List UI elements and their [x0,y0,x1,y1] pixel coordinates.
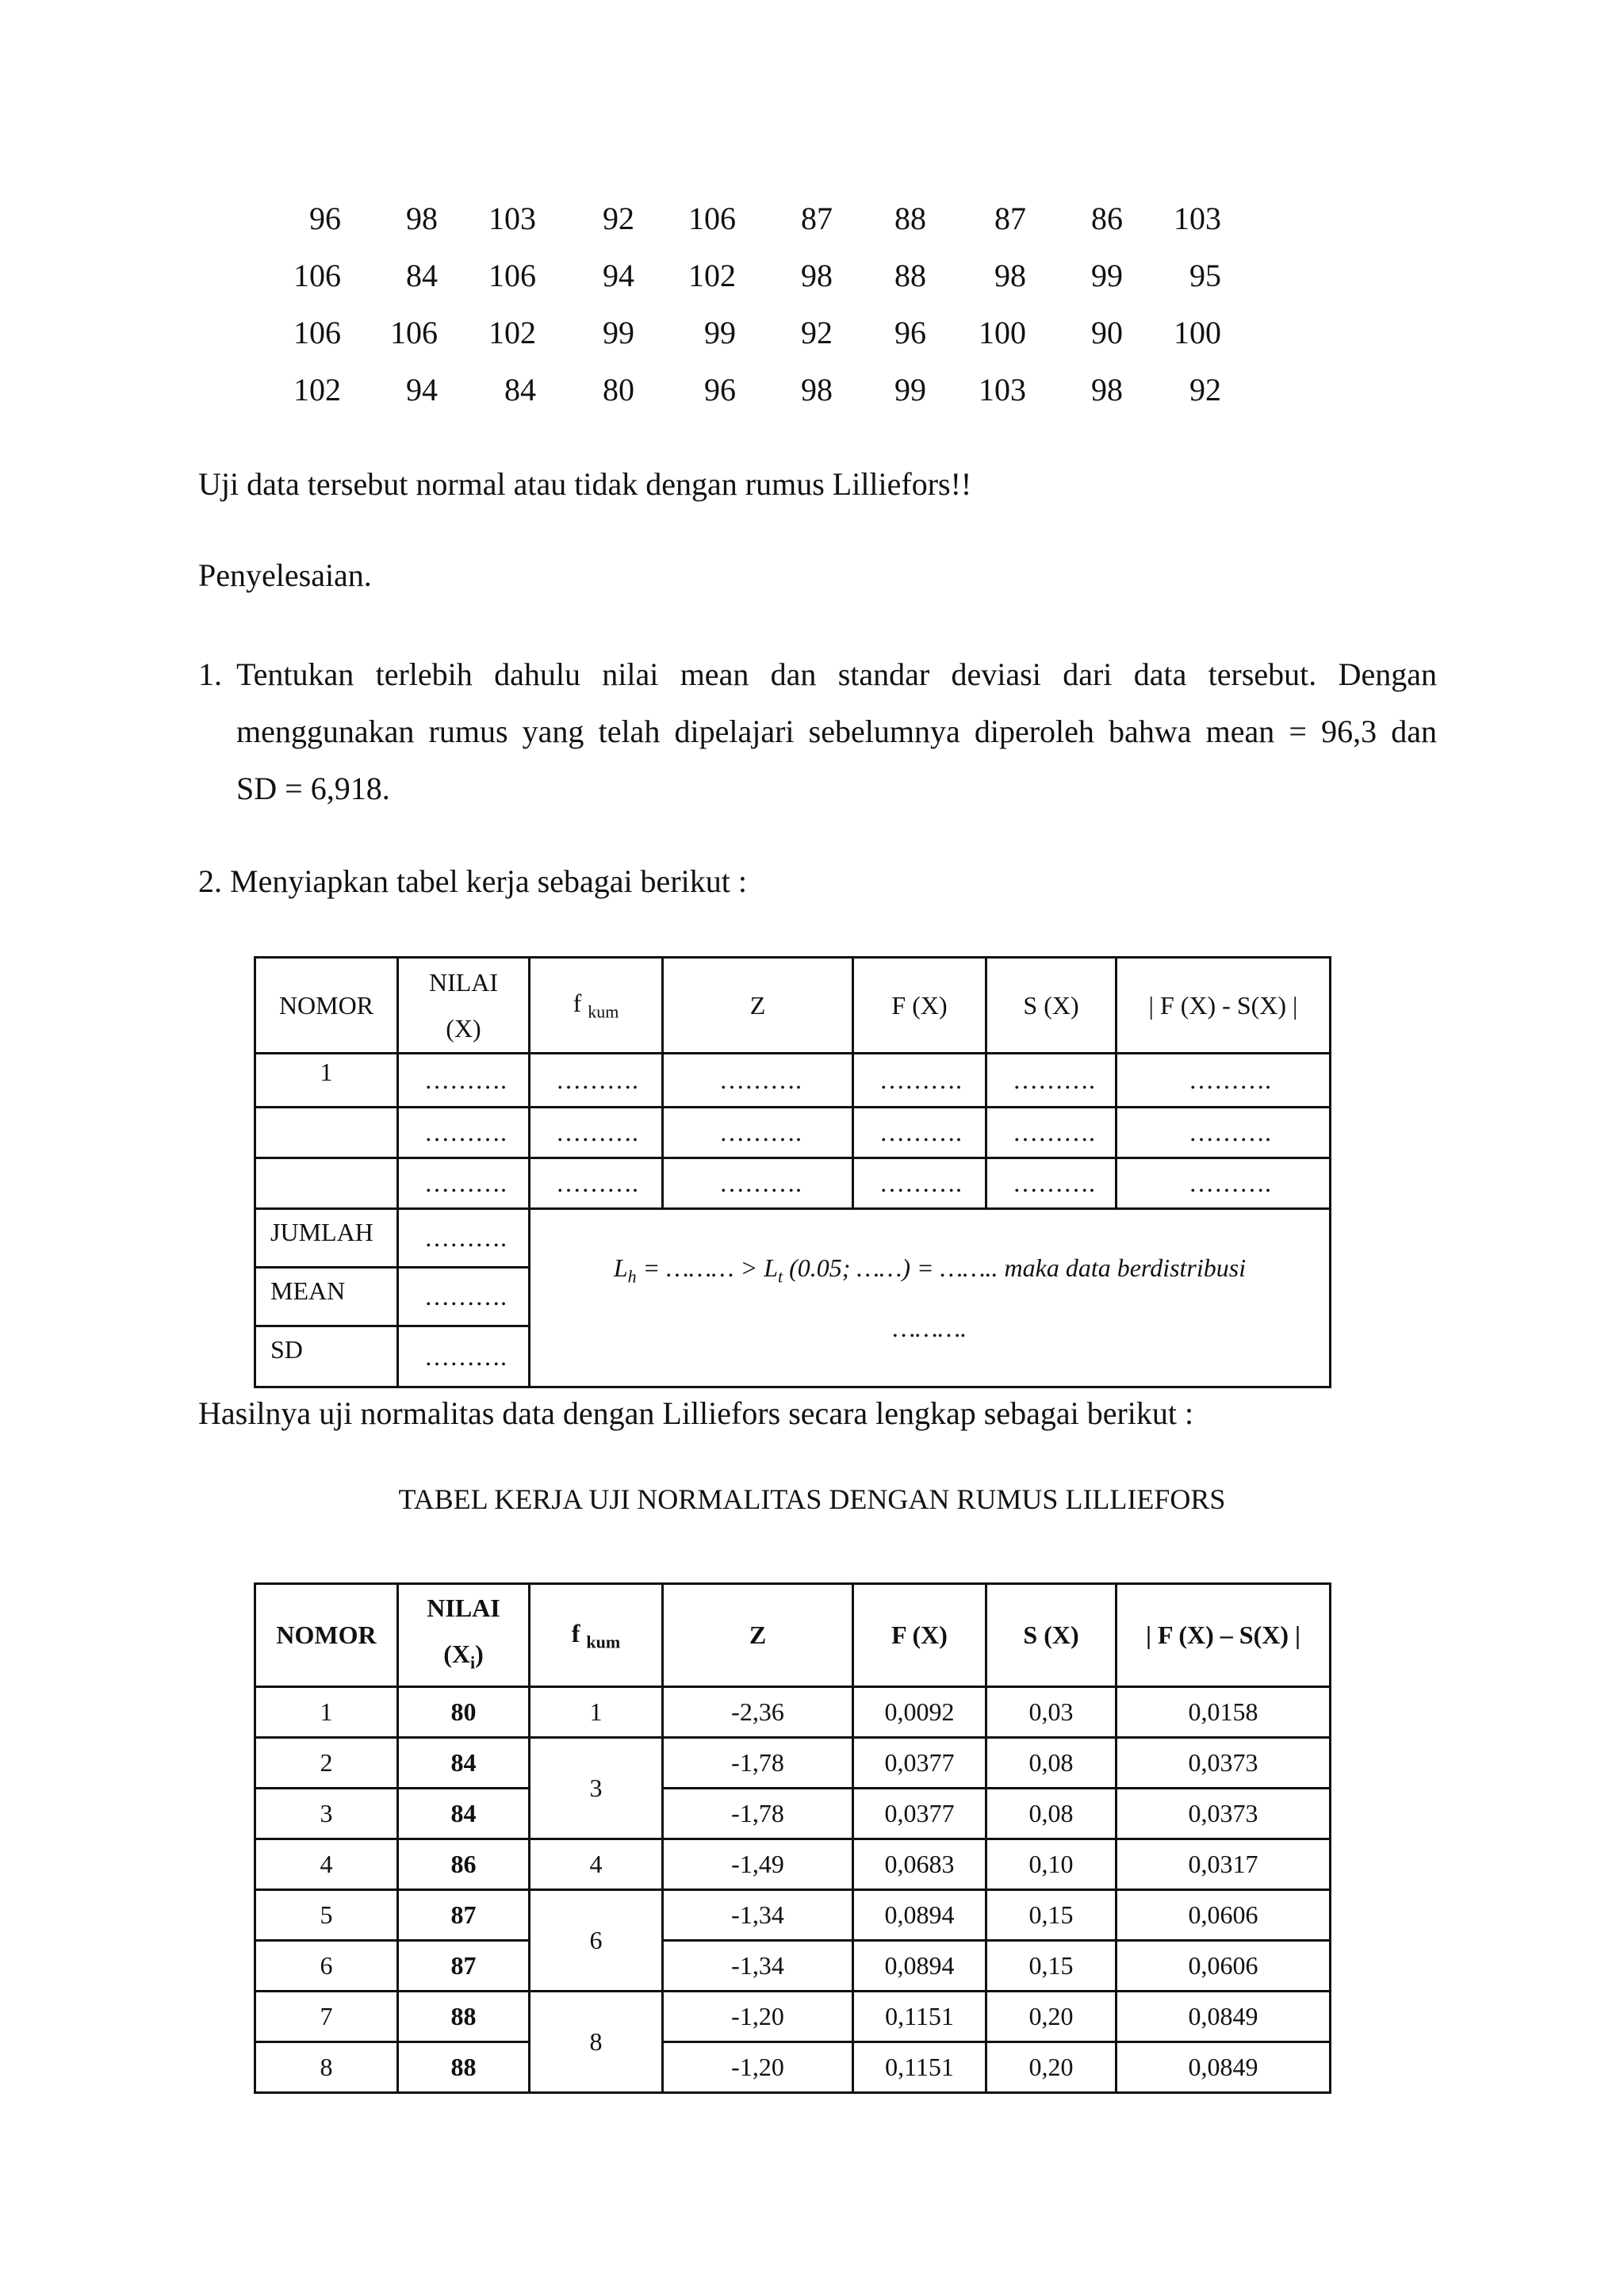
data-value: 102 [488,315,536,350]
cell-diff: 0,0849 [1116,1992,1331,2042]
header-z: Z [663,958,853,1054]
template-cell: ………. [1116,1108,1331,1158]
cell-sx: 0,08 [986,1738,1116,1789]
table-row [255,1687,1331,1738]
data-value: 96 [894,315,926,350]
data-value: 99 [894,372,926,408]
cell-z: -1,78 [663,1789,853,1839]
result-header-fkum-sub: kum [586,1631,621,1651]
template-cell: ………. [986,1158,1116,1209]
cell-nomor: 3 [255,1789,398,1839]
result-header-nomor: NOMOR [255,1584,398,1687]
template-cell: ………. [663,1108,853,1158]
table-row [255,1789,1331,1839]
cell-diff: 0,0158 [1116,1687,1331,1738]
result-header-nilai-top: NILAI [427,1594,500,1622]
nilai-sub: i [469,1652,476,1673]
note-line-2: ………. [892,1313,967,1342]
sd-value: ………. [398,1326,530,1387]
mean-value: ………. [398,1268,530,1326]
cell-fx: 0,0683 [853,1839,986,1890]
data-value: 94 [603,258,634,293]
template-row-number: 1 [255,1054,398,1108]
result-header-fkum [530,1584,663,1687]
header-sx: S (X) [986,958,1116,1054]
step-1-line-2: menggunakan rumus yang telah dipelajari sebelumnya diperoleh bahwa mean = 96,3 dan [236,714,1437,749]
template-cell: ………. [663,1054,853,1108]
data-value: 94 [406,372,438,408]
cell-z: -2,36 [663,1687,853,1738]
data-value: 106 [390,315,438,350]
result-header-sx: S (X) [986,1584,1116,1687]
cell-fkum: 4 [530,1839,663,1890]
result-header-fkum-main: f [571,1618,580,1647]
template-cell: ………. [853,1108,986,1158]
template-row [255,1158,1331,1209]
template-cell: ………. [986,1108,1116,1158]
cell-nomor: 2 [255,1738,398,1789]
header-fx: F (X) [853,958,986,1054]
data-value: 100 [979,315,1026,350]
cell-fx: 0,1151 [853,1992,986,2042]
table-row [255,2042,1331,2093]
result-table [254,1582,1331,2094]
lilliefors-conclusion-note [530,1209,1331,1387]
step-1-line-1: Tentukan terlebih dahulu nilai mean dan standar deviasi dari data tersebut. Dengan [236,656,1437,692]
template-cell: ………. [530,1158,663,1209]
data-row [0,247,1624,304]
step-1-line-3: SD = 6,918. [236,771,390,806]
cell-nomor: 8 [255,2042,398,2093]
cell-nomor: 7 [255,1992,398,2042]
cell-diff: 0,0373 [1116,1789,1331,1839]
cell-z: -1,78 [663,1738,853,1789]
result-table-body [255,1687,1331,2093]
result-header-z: Z [663,1584,853,1687]
cell-sx: 0,08 [986,1789,1116,1839]
cell-z: -1,34 [663,1890,853,1941]
template-cell: ………. [398,1054,530,1108]
cell-nilai: 87 [398,1890,530,1941]
data-value: 92 [1189,372,1221,408]
data-value: 96 [309,201,341,236]
cell-nilai: 84 [398,1738,530,1789]
data-row [0,362,1624,419]
cell-fkum: 6 [530,1890,663,1992]
data-row [0,304,1624,362]
header-nilai-bottom: (X) [446,1014,481,1043]
header-fkum-sub: kum [588,1001,619,1022]
cell-sx: 0,15 [986,1890,1116,1941]
header-nilai-top: NILAI [428,968,499,997]
data-value: 87 [801,201,833,236]
data-value: 103 [1174,201,1221,236]
nilai-close: ) [475,1640,484,1668]
template-row-number-empty [255,1108,398,1158]
data-value: 106 [488,258,536,293]
cell-fkum: 3 [530,1738,663,1839]
table-row [255,1992,1331,2042]
note-lh-sub: h [627,1266,637,1287]
header-fkum [530,958,663,1054]
table-row [255,1941,1331,1992]
template-cell: ………. [853,1054,986,1108]
cell-fx: 0,0894 [853,1890,986,1941]
data-value: 98 [1091,372,1123,408]
table-row [255,1738,1331,1789]
template-table-header-row [255,958,1331,1054]
cell-nilai: 80 [398,1687,530,1738]
data-value: 96 [704,372,736,408]
cell-z: -1,20 [663,1992,853,2042]
template-cell: ………. [1116,1158,1331,1209]
result-header-nilai [398,1584,530,1687]
cell-nomor: 6 [255,1941,398,1992]
template-cell: ………. [530,1054,663,1108]
data-value: 100 [1174,315,1221,350]
step-1-number: 1. [198,656,222,692]
data-value: 103 [488,201,536,236]
jumlah-value: ………. [398,1209,530,1268]
cell-fkum: 1 [530,1687,663,1738]
cell-nilai: 84 [398,1789,530,1839]
data-value: 95 [1189,258,1221,293]
cell-sx: 0,20 [986,2042,1116,2093]
result-header-nilai-bottom [399,1631,528,1686]
data-value: 106 [293,258,341,293]
data-value: 87 [994,201,1026,236]
cell-nilai: 87 [398,1941,530,1992]
question-text: Uji data tersebut normal atau tidak dengan rumus Lilliefors!! [198,466,972,502]
cell-sx: 0,20 [986,1992,1116,2042]
cell-nomor: 5 [255,1890,398,1941]
nilai-open: (X [443,1640,470,1668]
data-value: 103 [979,372,1026,408]
cell-diff: 0,0606 [1116,1941,1331,1992]
note-lt-sub: t [778,1266,783,1287]
result-table-header-row [255,1584,1331,1687]
cell-nomor: 1 [255,1687,398,1738]
template-row-number-empty [255,1158,398,1209]
cell-fkum: 8 [530,1992,663,2093]
result-intro: Hasilnya uji normalitas data dengan Lilliefors secara lengkap sebagai berikut : [198,1395,1194,1431]
data-row [0,190,1624,247]
data-value: 102 [688,258,736,293]
result-table-title: TABEL KERJA UJI NORMALITAS DENGAN RUMUS LILLIEFORS [398,1483,1226,1515]
cell-fx: 0,0092 [853,1687,986,1738]
cell-z: -1,49 [663,1839,853,1890]
data-value: 106 [688,201,736,236]
data-value: 98 [801,372,833,408]
data-value: 98 [801,258,833,293]
cell-fx: 0,0894 [853,1941,986,1992]
data-value: 92 [801,315,833,350]
label-sd: SD [255,1326,398,1387]
cell-fx: 0,0377 [853,1738,986,1789]
solution-label: Penyelesaian. [198,557,372,593]
cell-nilai: 88 [398,1992,530,2042]
result-header-fx: F (X) [853,1584,986,1687]
header-nilai [398,958,530,1054]
data-value: 98 [406,201,438,236]
data-value: 106 [293,315,341,350]
cell-sx: 0,10 [986,1839,1116,1890]
data-value: 102 [293,372,341,408]
template-cell: ………. [853,1158,986,1209]
template-cell: ………. [530,1108,663,1158]
cell-z: -1,20 [663,2042,853,2093]
cell-nomor: 4 [255,1839,398,1890]
cell-diff: 0,0317 [1116,1839,1331,1890]
template-cell: ………. [663,1158,853,1209]
data-value: 88 [894,201,926,236]
result-header-diff: | F (X) – S(X) | [1116,1584,1331,1687]
template-row [255,1108,1331,1158]
data-value: 84 [504,372,536,408]
table-row [255,1839,1331,1890]
label-jumlah: JUMLAH [255,1209,398,1268]
data-value: 99 [603,315,634,350]
cell-fx: 0,0377 [853,1789,986,1839]
cell-nilai: 86 [398,1839,530,1890]
data-value: 98 [994,258,1026,293]
template-cell: ………. [986,1054,1116,1108]
cell-diff: 0,0849 [1116,2042,1331,2093]
data-value: 80 [603,372,634,408]
data-value: 99 [704,315,736,350]
header-fkum-main: f [573,988,582,1017]
step-2-text: Menyiapkan tabel kerja sebagai berikut : [230,863,747,899]
data-value: 84 [406,258,438,293]
cell-diff: 0,0606 [1116,1890,1331,1941]
note-lh: L [613,1253,628,1283]
table-row [255,1890,1331,1941]
cell-diff: 0,0373 [1116,1738,1331,1789]
header-nomor: NOMOR [255,958,398,1054]
cell-z: -1,34 [663,1941,853,1992]
cell-sx: 0,15 [986,1941,1116,1992]
template-cell: ………. [398,1158,530,1209]
step-2-number: 2. [198,863,222,899]
data-value: 88 [894,258,926,293]
note-mid: = ……… > L [636,1253,779,1283]
data-value: 92 [603,201,634,236]
template-row [255,1054,1331,1108]
note-line-1 [530,1242,1329,1302]
template-table [254,956,1331,1388]
template-summary-jumlah [255,1209,1331,1268]
template-cell: ………. [398,1108,530,1158]
header-diff: | F (X) - S(X) | [1116,958,1331,1054]
note-end: (0.05; ……) = …….. maka data berdistribusi [783,1253,1247,1283]
cell-nilai: 88 [398,2042,530,2093]
cell-fx: 0,1151 [853,2042,986,2093]
template-cell: ………. [1116,1054,1331,1108]
cell-sx: 0,03 [986,1687,1116,1738]
data-value: 86 [1091,201,1123,236]
data-value: 99 [1091,258,1123,293]
data-value: 90 [1091,315,1123,350]
label-mean: MEAN [255,1268,398,1326]
